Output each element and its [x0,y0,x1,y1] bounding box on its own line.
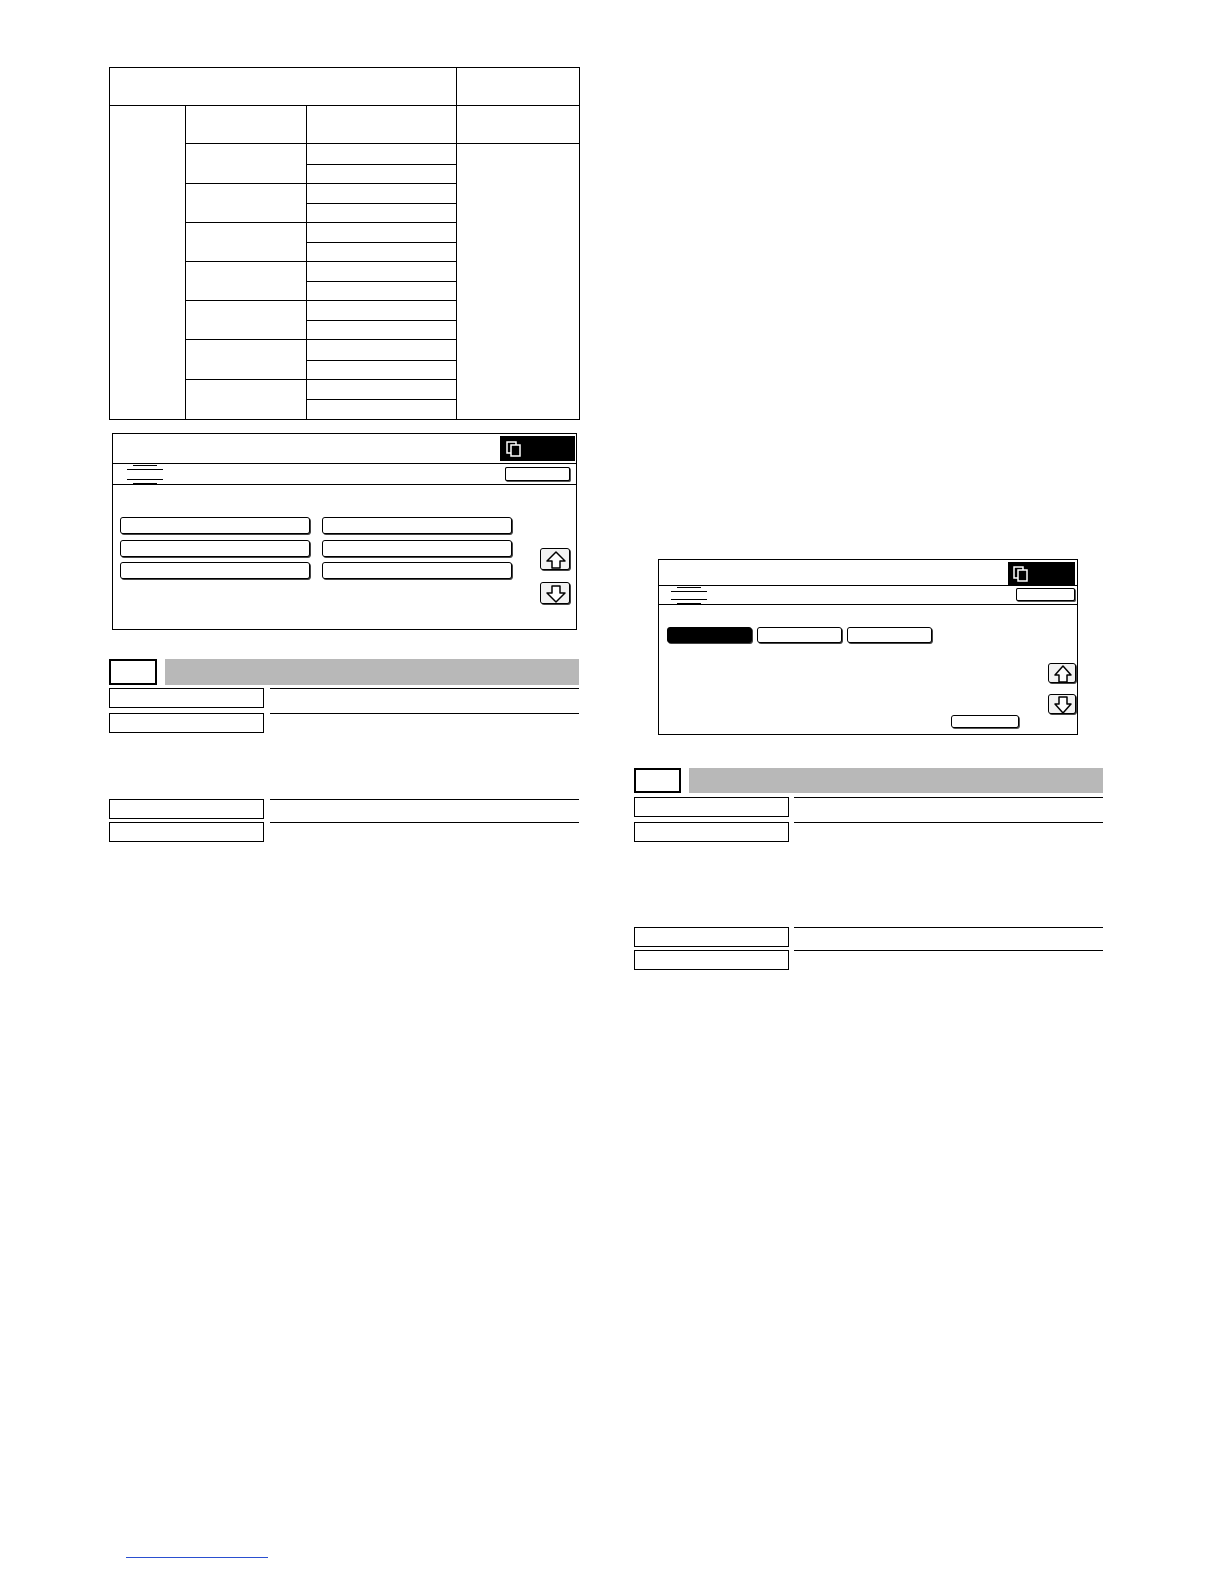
spec-row [307,164,457,183]
spec-row [307,144,457,164]
spec-row [307,399,457,419]
spec-row [307,183,457,203]
sim-row-label [634,927,789,947]
spec-table-header-right [457,68,580,106]
spec-row [307,222,457,242]
execute-button[interactable] [951,715,1019,728]
option-button-1[interactable] [120,517,310,534]
spec-row [307,379,457,399]
spec-row [307,282,457,301]
screen-divider [113,484,576,485]
tab-button-2[interactable] [757,627,842,643]
spec-row [307,360,457,379]
screen-divider [659,585,1077,586]
machine-logo-icon [127,463,167,489]
spec-row [307,301,457,321]
simulation-screen-left [112,433,577,630]
copy-icon [1013,566,1029,582]
option-button-5[interactable] [120,562,310,579]
arrow-up-icon [1049,664,1077,684]
scroll-up-button[interactable] [1048,663,1076,683]
spec-table-subheader-col2 [186,106,307,144]
sim-code-box [634,768,681,793]
spec-table-subheader-col1 [110,106,186,420]
spec-group-name [186,144,307,183]
sim-row-label [109,799,264,819]
sim-title-bar [165,659,579,685]
screen-divider [113,463,576,464]
option-button-2[interactable] [322,517,512,534]
sim-row-rule [270,688,579,689]
sim-row-label [634,822,789,842]
scroll-down-button[interactable] [1048,694,1076,714]
sim-row-label [109,713,264,733]
spec-row [307,203,457,222]
screen-divider [659,604,1077,605]
sim-row-rule [270,799,579,800]
copy-mode-tag [500,436,575,461]
option-button-6[interactable] [322,562,512,579]
sim-row-label [634,950,789,970]
arrow-down-icon [541,583,571,605]
spec-group-name [186,222,307,261]
sim-row-rule [794,950,1103,951]
copy-mode-tag [1008,562,1075,585]
sim-row-label [109,822,264,842]
scroll-down-button[interactable] [540,582,570,604]
spec-table [109,67,580,420]
spec-group-name [186,301,307,340]
spec-group-name [186,379,307,419]
spec-table-subheader-col4 [457,106,580,144]
spec-group-name [186,183,307,222]
spec-row [307,321,457,340]
spec-default-value [457,144,580,420]
spec-row [307,340,457,360]
spec-row [307,242,457,261]
sim-row-rule [794,927,1103,928]
spec-group-name [186,340,307,379]
status-button[interactable] [1016,588,1075,601]
sim-code-box [109,659,157,685]
arrow-down-icon [1049,695,1077,715]
scroll-up-button[interactable] [540,548,570,570]
footer-link[interactable] [126,1543,268,1559]
option-button-4[interactable] [322,540,512,557]
sim-row-label [634,797,789,817]
spec-row [307,262,457,282]
simulation-screen-right [658,559,1078,735]
sim-row-rule [794,797,1103,798]
spec-table-header-left [110,68,457,106]
spec-group-name [186,262,307,301]
status-button[interactable] [505,467,570,481]
footer-link-underline [126,1557,268,1558]
spec-table-subheader-col3 [307,106,457,144]
sim-row-rule [270,822,579,823]
arrow-up-icon [541,549,571,571]
sim-row-rule [794,822,1103,823]
sim-row-label [109,688,264,708]
sim-title-bar [689,768,1103,793]
option-button-3[interactable] [120,540,310,557]
tab-button-1[interactable] [667,627,752,643]
sim-row-rule [270,713,579,714]
copy-icon [506,441,522,457]
tab-button-3[interactable] [847,627,932,643]
